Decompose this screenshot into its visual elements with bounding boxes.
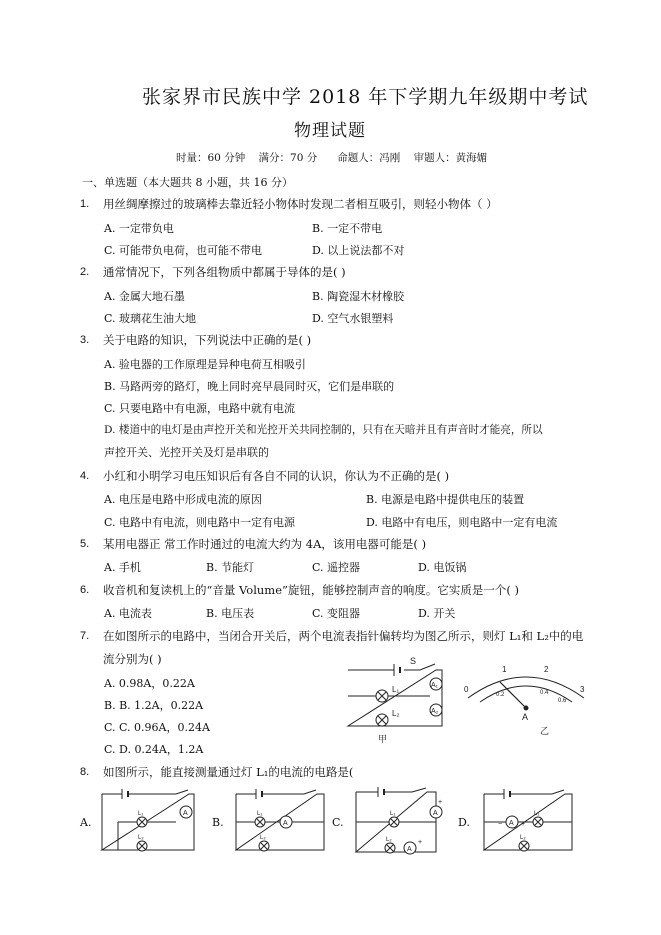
lamp-l1-label: L₁ <box>392 685 400 694</box>
question-number: 4. <box>80 470 90 482</box>
option-d: D. 楼道中的电灯是由声控开关和光控开关共同控制的，只有在天暗并且有声音时才能亮，所以 <box>104 424 543 436</box>
option-d: D. 电饭锅 <box>418 561 467 574</box>
option-a: A. 电压是电路中形成电流的原因 <box>104 493 262 506</box>
option-d: C. D. 0.24A，1.2A <box>104 743 204 756</box>
circuit-diagram-jia <box>340 654 450 746</box>
lamp-l2-label: L₂ <box>386 837 392 843</box>
question-number: 8. <box>80 766 90 778</box>
option-c: C. 电路中有电流，则电路中一定有电源 <box>104 516 296 529</box>
plus-terminal: + <box>521 821 526 828</box>
circuit-c <box>350 782 454 856</box>
switch-label: S <box>410 656 417 666</box>
ammeter-label: A <box>509 820 514 827</box>
option-b: B. B. 1.2A，0.22A <box>104 699 204 712</box>
question-text: 某用电器正 常工作时通过的电流大约为 4A，该用电器可能是( ) <box>103 537 427 551</box>
ammeter-label: A <box>407 846 412 853</box>
lamp-l2-label: L₂ <box>138 835 144 841</box>
option-d: D. 开关 <box>418 607 456 620</box>
lamp-l2-label: L₂ <box>392 709 400 718</box>
circuit-a <box>96 788 200 854</box>
option-d: D. 空气水银塑料 <box>312 312 394 325</box>
option-a: A. 金属大地石墨 <box>104 290 185 303</box>
question-number: 6. <box>80 584 90 596</box>
option-c: C. 玻璃花生油大地 <box>104 312 197 325</box>
exam-title: 张家界市民族中学 2018 年下学期九年级期中考试 <box>142 86 589 108</box>
option-a: A. <box>80 816 92 829</box>
question-text: 关于电路的知识，下列说法中正确的是( ) <box>103 333 312 347</box>
question-text-continued: 流分别为( ) <box>103 652 162 666</box>
option-b: B. 一定不带电 <box>312 222 383 235</box>
question-text: 收音机和复读机上的“音量 Volume”旋钮，能够控制声音的响度。它实质是一个( ) <box>103 583 520 597</box>
option-c: C. 遥控器 <box>312 561 361 574</box>
exam-subtitle: 物理试题 <box>294 121 366 141</box>
ammeter-label: A <box>433 810 438 817</box>
circuit-d <box>478 788 578 854</box>
plus-terminal: + <box>438 799 443 806</box>
ammeter-dial-yi <box>456 660 596 740</box>
question-text: 小红和小明学习电压知识后有各自不同的认识，你认为不正确的是( ) <box>103 469 450 483</box>
question-text: 如图所示，能直接测量通过灯 L₁的电流的电路是( <box>103 765 354 779</box>
option-a: A. 验电器的工作原理是异种电荷互相吸引 <box>104 358 306 371</box>
option-d-continued: 声控开关、光控开关及灯是串联的 <box>104 446 269 459</box>
option-b: B. 陶瓷湿木材橡胶 <box>312 290 405 303</box>
option-a: A. 0.98A，0.22A <box>104 677 195 690</box>
ammeter-label: A <box>183 810 188 817</box>
figure-label-yi: 乙 <box>540 726 550 736</box>
ammeter-a1-label: A₁ <box>431 682 439 689</box>
figure-label-jia: 甲 <box>378 734 388 744</box>
option-b: B. 电压表 <box>206 607 255 620</box>
question-text: 在如图所示的电路中，当闭合开关后，两个电流表指针偏转均为图乙所示，则灯 L₁和 L₂中的电 <box>103 629 584 643</box>
tick-label: 1 <box>502 665 507 674</box>
option-c: C. 变阻器 <box>312 607 361 620</box>
ammeter-a2-label: A₂ <box>431 708 439 715</box>
lamp-l2-label: L₂ <box>520 835 526 841</box>
option-a: A. 电流表 <box>104 607 152 620</box>
question-text: 用丝绸摩擦过的玻璃棒去靠近轻小物体时发现二者相互吸引，则轻小物体（ ） <box>103 197 498 211</box>
option-d: D. <box>458 816 470 829</box>
minus-terminal: − <box>498 821 503 828</box>
lamp-l1-label: L₁ <box>138 811 144 817</box>
lamp-l1-label: L₁ <box>257 811 263 817</box>
option-b: B. 电源是电路中提供电压的装置 <box>366 493 525 506</box>
circuit-b <box>230 788 330 854</box>
question-number: 5. <box>80 538 90 550</box>
option-c: C. 可能带负电荷，也可能不带电 <box>104 244 263 257</box>
option-b: B. <box>212 816 224 829</box>
option-c: C. C. 0.96A，0.24A <box>104 721 210 734</box>
question-number: 2. <box>80 266 90 278</box>
option-b: B. 马路两旁的路灯，晚上同时亮早晨同时灭，它们是串联的 <box>104 380 395 393</box>
option-d: D. 电路中有电压，则电路中一定有电流 <box>366 516 558 529</box>
question-number: 3. <box>80 334 90 346</box>
exam-info: 时量：60 分钟 满分：70 分 命题人：冯刚 审题人：黄海媚 <box>176 152 488 164</box>
question-number: 1. <box>80 198 90 210</box>
ammeter-label: A <box>283 820 288 827</box>
meter-unit-label: A <box>522 712 529 722</box>
option-d: D. 以上说法都不对 <box>312 244 405 257</box>
tick-label: 0.4 <box>540 690 549 696</box>
option-c: C. <box>332 816 344 829</box>
tick-label: 0 <box>464 685 469 694</box>
tick-label: 0.2 <box>496 692 505 698</box>
option-a: A. 手机 <box>104 561 141 574</box>
option-a: A. 一定带负电 <box>104 222 174 235</box>
option-b: B. 节能灯 <box>206 561 255 574</box>
tick-label: 2 <box>544 665 549 674</box>
lamp-l2-label: L₂ <box>260 835 266 841</box>
plus-terminal: + <box>418 839 423 846</box>
tick-label: 0.6 <box>558 698 567 704</box>
lamp-l1-label: L₁ <box>534 811 540 817</box>
tick-label: 3 <box>580 685 585 694</box>
option-c: C. 只要电路中有电源，电路中就有电流 <box>104 402 296 415</box>
question-text: 通常情况下，下列各组物质中都属于导体的是( ) <box>103 265 346 279</box>
lamp-l1-label: L₁ <box>390 811 396 817</box>
question-number: 7. <box>80 630 90 642</box>
section-heading: 一、单选题（本大题共 8 小题，共 16 分） <box>82 176 293 189</box>
